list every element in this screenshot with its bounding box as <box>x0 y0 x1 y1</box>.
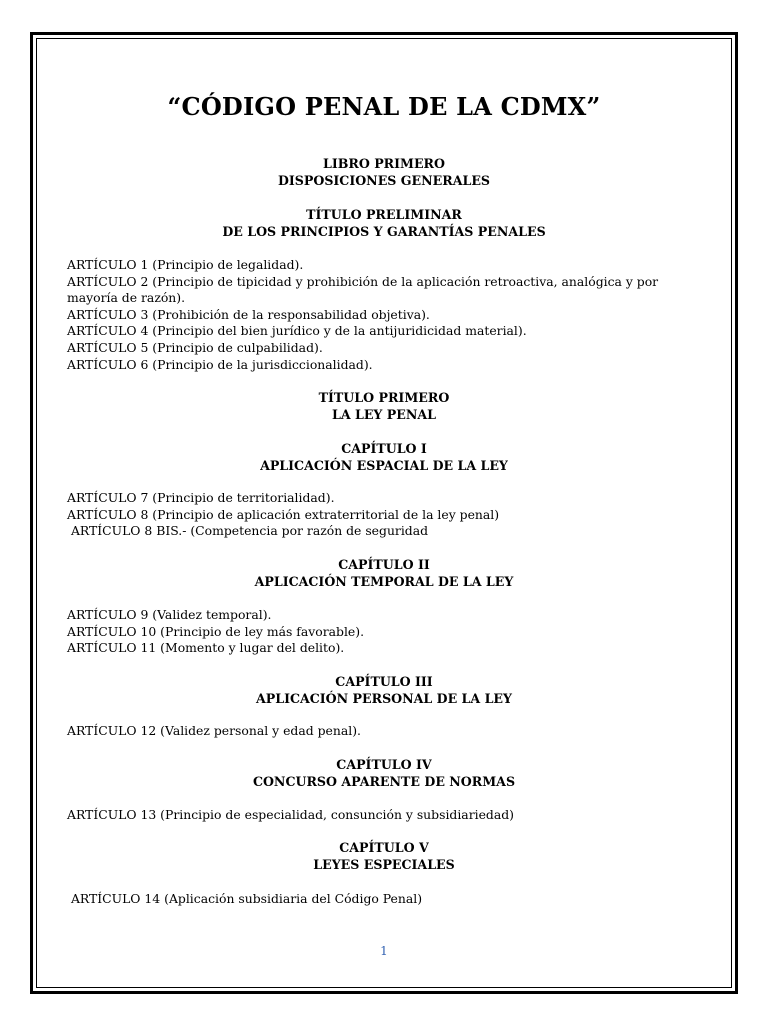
article-item: ARTÍCULO 8 BIS.- (Competencia por razón de seguridad <box>67 523 429 539</box>
article-item: ARTÍCULO 7 (Principio de territorialidad). <box>67 490 335 505</box>
chapter-5-heading <box>0 839 768 873</box>
article-item: ARTÍCULO 1 (Principio de legalidad). <box>67 257 304 272</box>
chapter-4-subtitle: CONCURSO APARENTE DE NORMAS <box>252 774 516 789</box>
article-list-preliminar <box>67 257 707 373</box>
chapter-5-label: CAPÍTULO V <box>339 840 429 855</box>
article-list-chapter-1 <box>67 490 707 540</box>
article-item: ARTÍCULO 3 (Prohibición de la responsabilidad objetiva). <box>67 306 430 322</box>
book-heading <box>0 155 768 189</box>
document-title: “CÓDIGO PENAL DE LA CDMX” <box>167 92 601 121</box>
title-preliminar-label: TÍTULO PRELIMINAR <box>306 207 462 222</box>
page-number: 1 <box>380 944 388 958</box>
article-list-chapter-4 <box>67 807 707 824</box>
chapter-1-label: CAPÍTULO I <box>341 441 427 456</box>
title-primero-subtitle: LA LEY PENAL <box>331 407 437 422</box>
chapter-1-subtitle: APLICACIÓN ESPACIAL DE LA LEY <box>260 458 508 473</box>
article-item: ARTÍCULO 14 (Aplicación subsidiaria del Código Penal) <box>67 891 423 906</box>
article-item: ARTÍCULO 4 (Principio del bien jurídico y de la antijuridicidad material). <box>67 323 527 339</box>
chapter-4-label: CAPÍTULO IV <box>336 757 432 772</box>
title-preliminar-subtitle: DE LOS PRINCIPIOS Y GARANTÍAS PENALES <box>222 224 546 239</box>
book-subtitle: DISPOSICIONES GENERALES <box>277 173 491 188</box>
title-preliminar-heading <box>0 206 768 240</box>
article-item: ARTÍCULO 6 (Principio de la jurisdiccionalidad). <box>67 356 373 372</box>
article-list-chapter-5 <box>67 891 707 908</box>
chapter-2-heading <box>0 556 768 590</box>
article-item: ARTÍCULO 9 (Validez temporal). <box>67 607 272 622</box>
chapter-3-label: CAPÍTULO III <box>335 674 433 689</box>
book-label: LIBRO PRIMERO <box>322 156 445 171</box>
chapter-2-label: CAPÍTULO II <box>338 557 430 572</box>
chapter-3-heading <box>0 673 768 707</box>
title-primero-label: TÍTULO PRIMERO <box>318 390 450 405</box>
article-item: ARTÍCULO 11 (Momento y lugar del delito). <box>67 640 345 656</box>
article-item: ARTÍCULO 13 (Principio de especialidad, consunción y subsidiariedad) <box>67 807 515 822</box>
article-list-chapter-2 <box>67 607 707 657</box>
article-item: ARTÍCULO 5 (Principio de culpabilidad). <box>67 339 323 355</box>
article-item: ARTÍCULO 2 (Principio de tipicidad y prohibición de la aplicación retroactiva, analógica y por mayoría de razón). <box>67 273 659 306</box>
chapter-1-heading <box>0 440 768 474</box>
chapter-4-heading <box>0 756 768 790</box>
article-list-chapter-3 <box>67 723 707 740</box>
article-item: ARTÍCULO 12 (Validez personal y edad penal). <box>67 723 361 738</box>
chapter-2-subtitle: APLICACIÓN TEMPORAL DE LA LEY <box>254 574 514 589</box>
chapter-3-subtitle: APLICACIÓN PERSONAL DE LA LEY <box>255 691 513 706</box>
article-item: ARTÍCULO 8 (Principio de aplicación extraterritorial de la ley penal) <box>67 506 500 522</box>
article-item: ARTÍCULO 10 (Principio de ley más favorable). <box>67 623 365 639</box>
title-primero-heading <box>0 389 768 423</box>
chapter-5-subtitle: LEYES ESPECIALES <box>313 857 455 872</box>
